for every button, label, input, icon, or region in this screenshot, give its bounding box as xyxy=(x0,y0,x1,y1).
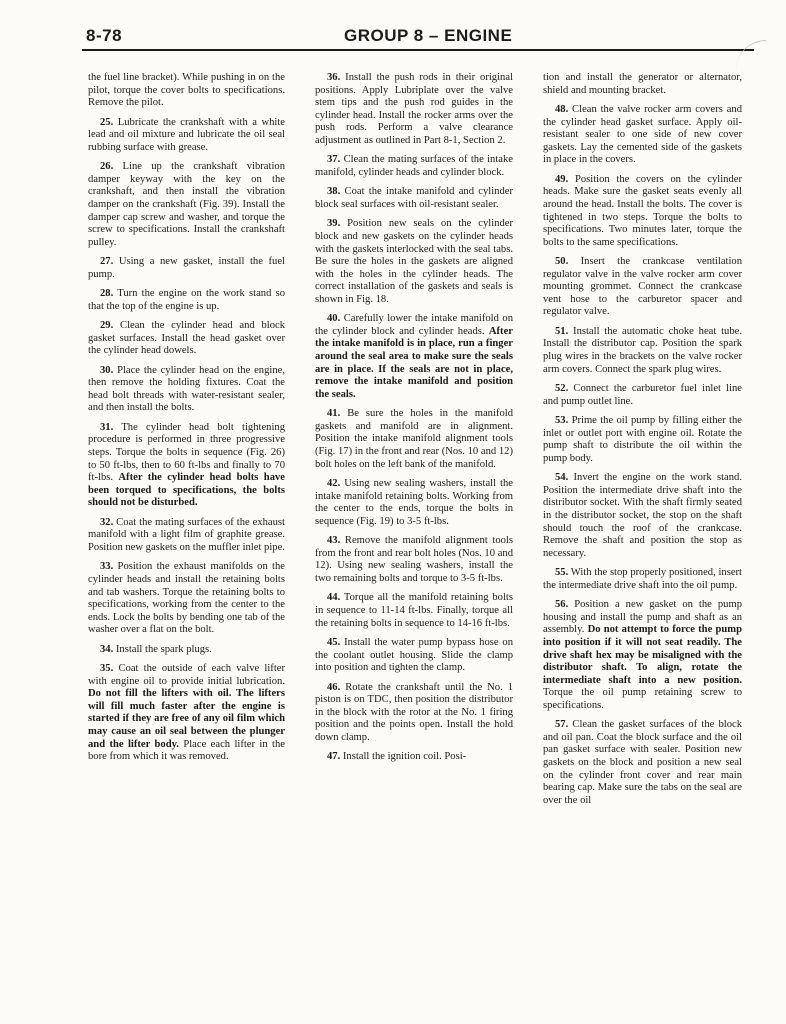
step-41: 41. Be sure the holes in the manifold gaskets and manifold are in alignment. Position the intake manifold alignment tools (Fig. 17) in the front and rear (Nos. 10 and 12) bolt holes on the left bank of the manifold. xyxy=(315,408,513,470)
group-title: GROUP 8 – ENGINE xyxy=(344,26,513,45)
paragraph-continued: tion and install the generator or alternator, shield and mounting bracket. xyxy=(543,72,742,96)
step-36: 36. Install the push rods in their original positions. Apply Lubriplate over the valve stem tips and the push rod guides in the cylinder head. Install the rocker arms over the push rods. Perform a valve clearance adjustment as outlined in Part 8-1, Section 2. xyxy=(315,72,513,146)
step-48: 48. Clean the valve rocker arm covers and the cylinder head gasket surface. Apply oil-resistant sealer to one side of new cover gaskets. Lay the cemented side of the gaskets in place in the covers. xyxy=(543,103,742,166)
step-number: 37. xyxy=(327,154,341,166)
step-33: 33. Position the exhaust manifolds on the cylinder heads and install the retaining bolts and tab washers. Torque the retaining bolts to specifications, working from the center to the ends. Lock the bolts by bending one tab of the washer over a flat on the bolt. xyxy=(88,561,285,636)
step-number: 33. xyxy=(100,561,114,573)
step-number: 36. xyxy=(327,72,341,83)
step-38: 38. Coat the intake manifold and cylinder block seal surfaces with oil-resistant sealer. xyxy=(315,186,513,210)
step-number: 40. xyxy=(327,313,341,325)
step-number: 49. xyxy=(555,173,569,185)
step-number: 35. xyxy=(100,663,114,675)
step-44: 44. Torque all the manifold retaining bolts in sequence to 11-14 ft-lbs. Finally, torque all the retaining bolts in sequence to 14-16 ft-lbs. xyxy=(315,592,513,629)
step-number: 32. xyxy=(100,516,114,528)
step-number: 26. xyxy=(100,161,114,173)
step-number: 47. xyxy=(327,751,341,763)
step-57: 57. Clean the gasket surfaces of the block and oil pan. Coat the block surface and the oil pan gasket surface with sealer. Position new gaskets on the block and position a new seal on the cylinder front cover and rear main bearing cap. Make sure the tabs on the seal are over the oil xyxy=(543,719,742,806)
step-number: 48. xyxy=(555,103,569,115)
step-40: 40. Carefully lower the intake manifold on the cylinder block and cylinder heads. After the intake manifold is in place, run a finger around the seal area to make sure the seals are in place. If the seals are not in place, remove the intake manifold and position the seals. xyxy=(315,313,513,400)
step-34: 34. Install the spark plugs. xyxy=(100,643,212,655)
step-46: 46. Rotate the crankshaft until the No. 1 piston is on TDC, then position the distributor in the block with the rotor at the No. 1 firing position and the points open. Install the hold down clamp. xyxy=(315,681,513,743)
step-number: 50. xyxy=(555,256,569,268)
step-number: 43. xyxy=(327,535,341,547)
step-27: 27. Using a new gasket, install the fuel pump. xyxy=(88,256,285,280)
caution-text: Do not attempt to force the pump into position if it will not seat readily. The drive shaft hex may be misaligned with the distributor shaft. To align, rotate the intermediate shaft into a new position. xyxy=(543,624,742,686)
step-54: 54. Invert the engine on the work stand. Position the intermediate drive shaft into the distributor socket. With the shaft firmly seated in the distributor socket, the stop on the shaft should touch the roof of the crankcase. Remove the shaft and position the stop as necessary. xyxy=(543,472,742,559)
step-28: 28. Turn the engine on the work stand so that the top of the engine is up. xyxy=(88,288,285,312)
step-number: 57. xyxy=(555,719,569,731)
header-rule xyxy=(82,49,754,51)
step-49: 49. Position the covers on the cylinder heads. Make sure the gasket seats evenly all around the head. Install the bolts. The cover is tightened in two steps. Torque the bolts to specifications. Two minutes later, torque the bolts to the same specifications. xyxy=(543,173,742,248)
step-number: 45. xyxy=(327,636,341,648)
step-25: 25. Lubricate the crankshaft with a white lead and oil mixture and lubricate the oil seal rubbing surface with grease. xyxy=(88,116,285,153)
step-number: 31. xyxy=(100,421,114,433)
caution-text: After the intake manifold is in place, run a finger around the seal area to make sure the seals are in place. If the seals are not in place, remove the intake manifold and position the seals. xyxy=(315,325,513,400)
step-number: 54. xyxy=(555,472,569,484)
step-number: 42. xyxy=(327,478,341,489)
step-35: 35. Coat the outside of each valve lifter with engine oil to provide initial lubrication. Do not fill the lifters with oil. The lifters will fill much faster after the engine is started if they are free of any oil film which may cause an oil seal between the plunger and the lifter body. Place each lifter in the bore from which it was removed. xyxy=(88,663,285,763)
step-number: 27. xyxy=(100,256,114,268)
step-42: 42. Using new sealing washers, install the intake manifold retaining bolts. Working from the center to the ends, torque the bolts in sequence (Fig. 19) to 3-5 ft-lbs. xyxy=(315,478,513,527)
step-number: 29. xyxy=(100,320,114,332)
step-43: 43. Remove the manifold alignment tools from the front and rear bolt holes (Nos. 10 and 12). Using new sealing washers, install the two remaining bolts and torque to 3-5 ft-lbs. xyxy=(315,535,513,584)
step-50: 50. Insert the crankcase ventilation regulator valve in the valve rocker arm cover mounting grommet. Connect the crankcase vent hose to the carburetor spacer and regulator valve. xyxy=(543,256,742,318)
caution-text: After the cylinder head bolts have been torqued to specifications, the bolts should not be disturbed. xyxy=(88,472,285,509)
step-31: 31. The cylinder head bolt tightening procedure is performed in three progressive steps. Torque the bolts in sequence (Fig. 26) to 50 ft-lbs, then to 60 ft-lbs and finally to 70 ft-lbs. After the cylinder head bolts have been torqued to specifications, the bolts should not be disturbed. xyxy=(88,421,285,509)
step-number: 34. xyxy=(100,643,114,655)
step-number: 56. xyxy=(555,599,569,611)
step-number: 53. xyxy=(555,415,569,427)
step-30: 30. Place the cylinder head on the engine, then remove the holding fixtures. Coat the head bolt threads with water-resistant sealer, and then install the bolts. xyxy=(88,364,285,414)
step-number: 44. xyxy=(327,592,341,604)
step-45: 45. Install the water pump bypass hose on the coolant outlet housing. Slide the clamp into position and tighten the clamp. xyxy=(315,636,513,674)
step-32: 32. Coat the mating surfaces of the exhaust manifold with a light film of graphite grease. Position new gaskets on the muffler inlet pipe. xyxy=(88,516,285,553)
step-26: 26. Line up the crankshaft vibration damper keyway with the key on the crankshaft, and then install the vibration damper on the crankshaft (Fig. 39). Install the damper cap screw and washer, and torque the screw to specifications. Install the crankshaft pulley. xyxy=(88,161,285,248)
step-51: 51. Install the automatic choke heat tube. Install the distributor cap. Position the spark plug wires in the brackets on the valve rocker arm covers. Connect the spark plug wires. xyxy=(543,325,742,375)
step-56: 56. Position a new gasket on the pump housing and install the pump and shaft as an assembly. Do not attempt to force the pump into position if it will not seat readily. The drive shaft hex may be misaligned with the distributor shaft. To align, rotate the intermediate shaft into a new position. Torque the oil pump retaining screw to specifications. xyxy=(543,599,742,711)
step-37: 37. Clean the mating surfaces of the intake manifold, cylinder heads and cylinder block. xyxy=(315,154,513,178)
text-column-left xyxy=(88,72,285,771)
step-29: 29. Clean the cylinder head and block gasket surfaces. Install the head gasket over the cylinder head dowels. xyxy=(88,320,285,357)
step-53: 53. Prime the oil pump by filling either the inlet or outlet port with engine oil. Rotate the pump shaft to distribute the oil within the pump body. xyxy=(543,415,742,464)
step-number: 25. xyxy=(100,116,114,128)
step-47: 47. Install the ignition coil. Posi- xyxy=(327,751,467,763)
step-55: 55. With the stop properly positioned, insert the intermediate drive shaft into the oil pump. xyxy=(543,567,742,591)
step-number: 52. xyxy=(555,383,569,395)
step-39: 39. Position new seals on the cylinder block and new gaskets on the cylinder heads with the gaskets interlocked with the seal tabs. Be sure the holes in the gaskets are aligned with the holes in the cylinder heads. The correct installation of the gaskets and seals is shown in Fig. 18. xyxy=(315,218,513,305)
caution-text: Do not fill the lifters with oil. The lifters will fill much faster after the engine is started if they are free of any oil film which may cause an oil seal between the plunger and the lifter body. xyxy=(88,688,285,750)
step-number: 51. xyxy=(555,325,569,337)
text-column-middle xyxy=(315,72,513,771)
step-number: 55. xyxy=(555,567,569,579)
text-column-right xyxy=(543,72,742,814)
step-number: 28. xyxy=(100,288,114,300)
step-number: 39. xyxy=(327,218,341,230)
paragraph-continued: the fuel line bracket). While pushing in on the pilot, torque the cover bolts to specifications. Remove the pilot. xyxy=(88,72,285,109)
page-header xyxy=(86,26,751,50)
page-number: 8-78 xyxy=(86,26,123,45)
step-52: 52. Connect the carburetor fuel inlet line and pump outlet line. xyxy=(543,383,742,407)
step-number: 38. xyxy=(327,186,341,198)
step-number: 30. xyxy=(100,364,114,376)
step-number: 41. xyxy=(327,408,341,420)
step-number: 46. xyxy=(327,681,341,693)
